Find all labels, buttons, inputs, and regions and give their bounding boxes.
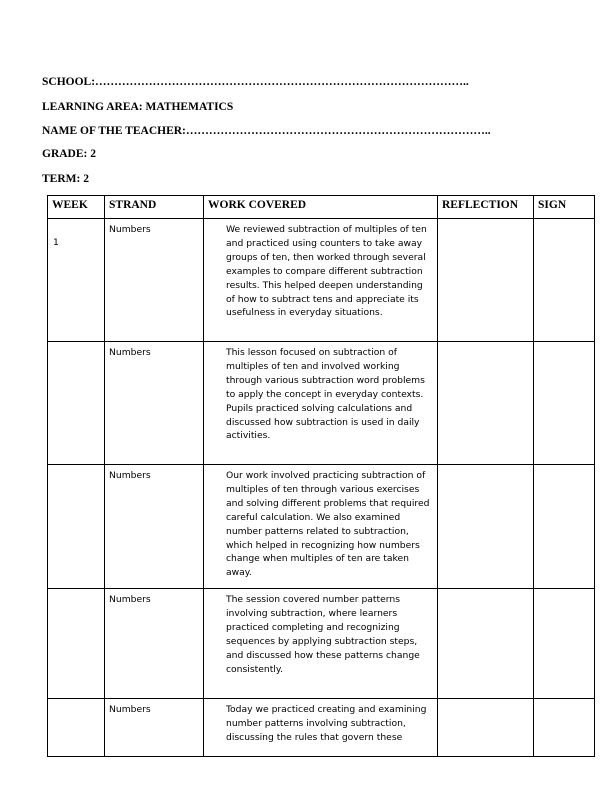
reflection-cell[interactable]	[438, 699, 534, 757]
week-cell	[48, 342, 105, 465]
strand-cell: Numbers	[105, 465, 204, 589]
sign-cell[interactable]	[534, 219, 595, 342]
reflection-cell[interactable]	[438, 589, 534, 699]
table-row	[48, 219, 595, 342]
col-header-reflection: REFLECTION	[438, 196, 534, 219]
sign-cell[interactable]	[534, 342, 595, 465]
teacher-dots: ……………………………………………………………………..	[185, 125, 491, 137]
sign-cell[interactable]	[534, 589, 595, 699]
work-covered-cell: Our work involved practicing subtraction of multiples of ten through various exercises and solving different problems that required careful calculation. We also examined number patterns related to subtraction, which helped in recognizing how numbers change when multiples of ten are taken away.	[204, 465, 438, 589]
teacher-line	[42, 125, 491, 137]
table-row	[48, 589, 595, 699]
strand-cell: Numbers	[105, 342, 204, 465]
week-cell	[48, 465, 105, 589]
week-cell	[48, 699, 105, 757]
sign-cell[interactable]	[534, 465, 595, 589]
table-row	[48, 465, 595, 589]
reflection-cell[interactable]	[438, 465, 534, 589]
term: TERM: 2	[42, 173, 89, 185]
week-cell: 1	[48, 219, 105, 342]
col-header-sign: SIGN	[534, 196, 595, 219]
work-covered-cell: We reviewed subtraction of multiples of ten and practiced using counters to take away groups of ten, then worked through several examples to compare different subtraction results. This helped deepen understanding of how to subtract tens and appreciate its usefulness in everyday situations.	[204, 219, 438, 342]
reflection-cell[interactable]	[438, 219, 534, 342]
work-covered-cell: Today we practiced creating and examining number patterns involving subtraction, discussing the rules that govern these	[204, 699, 438, 757]
strand-cell: Numbers	[105, 699, 204, 757]
table-header-row	[48, 196, 595, 219]
col-header-work-covered: WORK COVERED	[204, 196, 438, 219]
teacher-label: NAME OF THE TEACHER:	[42, 125, 186, 137]
reflection-cell[interactable]	[438, 342, 534, 465]
grade: GRADE: 2	[42, 148, 96, 160]
learning-area: LEARNING AREA: MATHEMATICS	[42, 101, 234, 113]
school-label: SCHOOL:	[42, 76, 96, 88]
strand-cell: Numbers	[105, 589, 204, 699]
work-covered-cell: This lesson focused on subtraction of multiples of ten and involved working through various subtraction word problems to apply the concept in everyday contexts. Pupils practiced solving calculations and discussed how subtraction is used in daily activities.	[204, 342, 438, 465]
col-header-week: WEEK	[48, 196, 105, 219]
week-cell	[48, 589, 105, 699]
school-line	[42, 76, 469, 88]
table-row	[48, 699, 595, 757]
strand-cell: Numbers	[105, 219, 204, 342]
col-header-strand: STRAND	[105, 196, 204, 219]
school-dots: ……………………………………………………………………………………..	[95, 76, 469, 88]
lesson-record-table	[47, 195, 595, 757]
work-covered-cell: The session covered number patterns involving subtraction, where learners practiced completing and recognizing sequences by applying subtraction steps, and discussed how these patterns change consistently.	[204, 589, 438, 699]
table-row	[48, 342, 595, 465]
sign-cell[interactable]	[534, 699, 595, 757]
